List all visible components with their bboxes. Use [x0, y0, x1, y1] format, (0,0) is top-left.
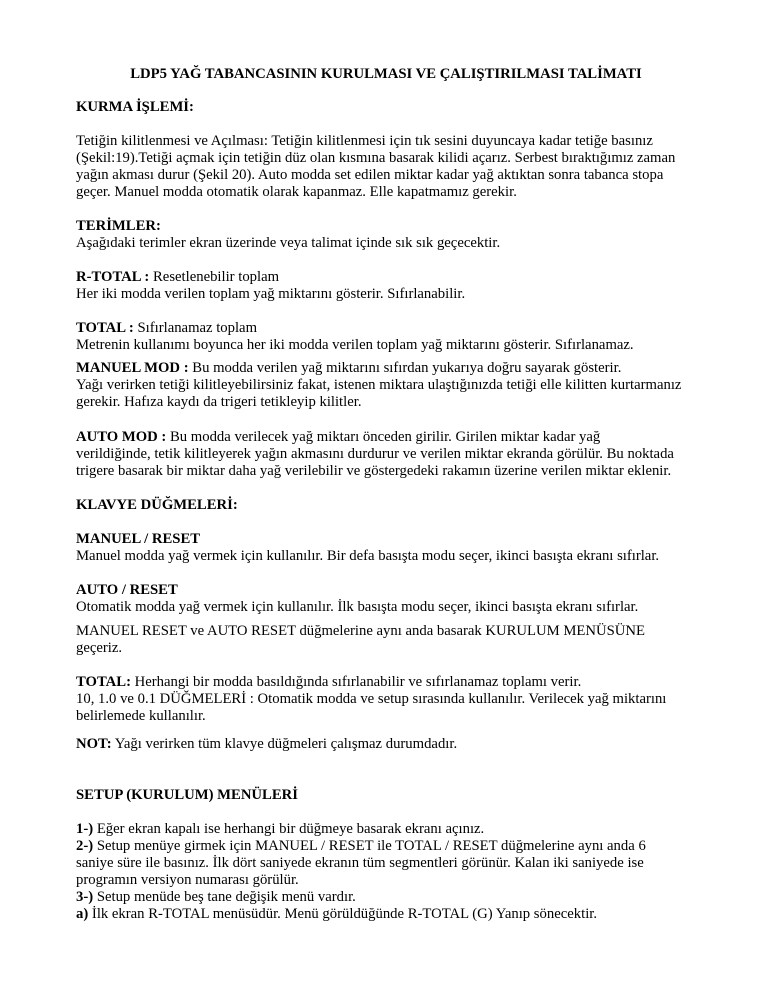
rtotal-term: R-TOTAL :	[76, 269, 150, 285]
kurma-line: Tetiğin kilitlenmesi ve Açılması: Tetiğin kilitlenmesi için tık sesini duyuncaya kadar tetiğe basınız	[76, 133, 653, 149]
rtotal-text: Her iki modda verilen toplam yağ miktarını gösterir. Sıfırlanabilir.	[76, 286, 466, 302]
manuel-mod-line: Yağı verirken tetiği kilitleyebilirsiniz fakat, istenen miktara ulaştığınızda tetiği elle kilitten kurtarmanız	[76, 377, 682, 393]
terimler-heading: TERİMLER:	[76, 218, 161, 234]
setup-step-a-label: a)	[76, 906, 89, 922]
not-term: NOT:	[76, 736, 112, 752]
total-button-line: 10, 1.0 ve 0.1 DÜĞMELERİ : Otomatik modda ve setup sırasında kullanılır. Verilecek yağ miktarını	[76, 691, 667, 707]
total-text: Metrenin kullanımı boyunca her iki modda verilen toplam yağ miktarını gösterir. Sıfırlanamaz.	[76, 337, 634, 353]
manuel-mod-line: gerekir. Hafıza kaydı da trigeri tetikleyip kilitler.	[76, 394, 362, 410]
total-term: TOTAL :	[76, 320, 134, 336]
setup-step-1-text: Eğer ekran kapalı ise herhangi bir düğmeye basarak ekranı açınız.	[93, 821, 485, 837]
auto-reset-section	[76, 582, 716, 616]
auto-mod-line: trigere basarak bir miktar daha yağ verilebilir ve göstergedeki rakamın üzerine verilen miktar eklenir.	[76, 463, 672, 479]
total-button-first: Herhangi bir modda basıldığında sıfırlanabilir ve sıfırlanamaz toplamı verir.	[130, 674, 582, 690]
auto-mod-line: verildiğinde, tetik kilitleyerek yağın akmasını durdurur ve verilen miktar ekranda görülür. Bu noktada	[76, 446, 674, 462]
total-button-line: belirlemede kullanılır.	[76, 708, 206, 724]
auto-reset-heading: AUTO / RESET	[76, 582, 178, 598]
manuel-mod-section	[76, 360, 716, 411]
kurma-heading: KURMA İŞLEMİ:	[76, 99, 194, 115]
setup-step-1-number: 1-)	[76, 821, 94, 837]
setup-step-2-line: saniye süre ile basınız. İlk dört saniyede ekranın tüm segmentleri görünür. Kalan iki saniyede ise	[76, 855, 644, 871]
kurma-paragraph	[76, 133, 716, 201]
klavye-section	[76, 497, 716, 514]
auto-mod-section	[76, 429, 716, 480]
manuel-mod-first: Bu modda verilen yağ miktarını sıfırdan yukarıya doğru sayarak gösterir.	[188, 360, 622, 376]
klavye-heading: KLAVYE DÜĞMELERİ:	[76, 497, 238, 513]
manuel-reset-section	[76, 531, 716, 565]
rtotal-desc: Resetlenebilir toplam	[149, 269, 280, 285]
manuel-reset-heading: MANUEL / RESET	[76, 531, 201, 547]
auto-mod-first: Bu modda verilecek yağ miktarı önceden girilir. Girilen miktar kadar yağ	[166, 429, 601, 445]
total-button-section	[76, 674, 716, 725]
not-text: Yağı verirken tüm klavye düğmeleri çalışmaz durumdadır.	[111, 736, 458, 752]
kurulum-note-line: MANUEL RESET ve AUTO RESET düğmelerine aynı anda basarak KURULUM MENÜSÜNE	[76, 623, 645, 639]
total-button-term: TOTAL:	[76, 674, 131, 690]
kurma-line: yağın akması durur (Şekil 20). Auto modda set edilen miktar kadar yağ aktıktan sonra tabanca stopa	[76, 167, 664, 183]
terimler-section	[76, 218, 716, 252]
setup-step-a-text: İlk ekran R-TOTAL menüsüdür. Menü görüldüğünde R-TOTAL (G) Yanıp sönecektir.	[88, 906, 598, 922]
rtotal-section	[76, 269, 716, 303]
setup-step-2-number: 2-)	[76, 838, 94, 854]
setup-section	[76, 787, 716, 804]
kurma-section	[76, 99, 716, 116]
auto-mod-term: AUTO MOD :	[76, 429, 167, 445]
not-section	[76, 736, 716, 753]
kurma-line: geçer. Manuel modda otomatik olarak kapanmaz. Elle kapatmamız gerekir.	[76, 184, 517, 200]
setup-step-3-text: Setup menüde beş tane değişik menü vardır.	[93, 889, 356, 905]
auto-reset-text: Otomatik modda yağ vermek için kullanılır. İlk basışta modu seçer, ikinci basışta ekranı sıfırlar.	[76, 599, 639, 615]
setup-step-3-number: 3-)	[76, 889, 94, 905]
setup-step-2-line: programın versiyon numarası görülür.	[76, 872, 299, 888]
total-section	[76, 320, 716, 354]
setup-steps	[76, 821, 716, 923]
total-desc: Sıfırlanamaz toplam	[133, 320, 258, 336]
manuel-mod-term: MANUEL MOD :	[76, 360, 189, 376]
setup-step-2-text: Setup menüye girmek için MANUEL / RESET ile TOTAL / RESET düğmelerine aynı anda 6	[93, 838, 646, 854]
kurma-line: (Şekil:19).Tetiği açmak için tetiğin düz olan kısmına basarak kilidi açarız. Serbest bıraktığımız zaman	[76, 150, 676, 166]
kurulum-note-line: geçeriz.	[76, 640, 123, 656]
kurulum-note	[76, 623, 716, 657]
manuel-reset-text: Manuel modda yağ vermek için kullanılır. Bir defa basışta modu seçer, ikinci basışta ekranı sıfırlar.	[76, 548, 660, 564]
setup-heading: SETUP (KURULUM) MENÜLERİ	[76, 787, 298, 803]
terimler-text: Aşağıdaki terimler ekran üzerinde veya talimat içinde sık sık geçecektir.	[76, 235, 501, 251]
document-title: LDP5 YAĞ TABANCASININ KURULMASI VE ÇALIŞTIRILMASI TALİMATI	[130, 66, 642, 82]
